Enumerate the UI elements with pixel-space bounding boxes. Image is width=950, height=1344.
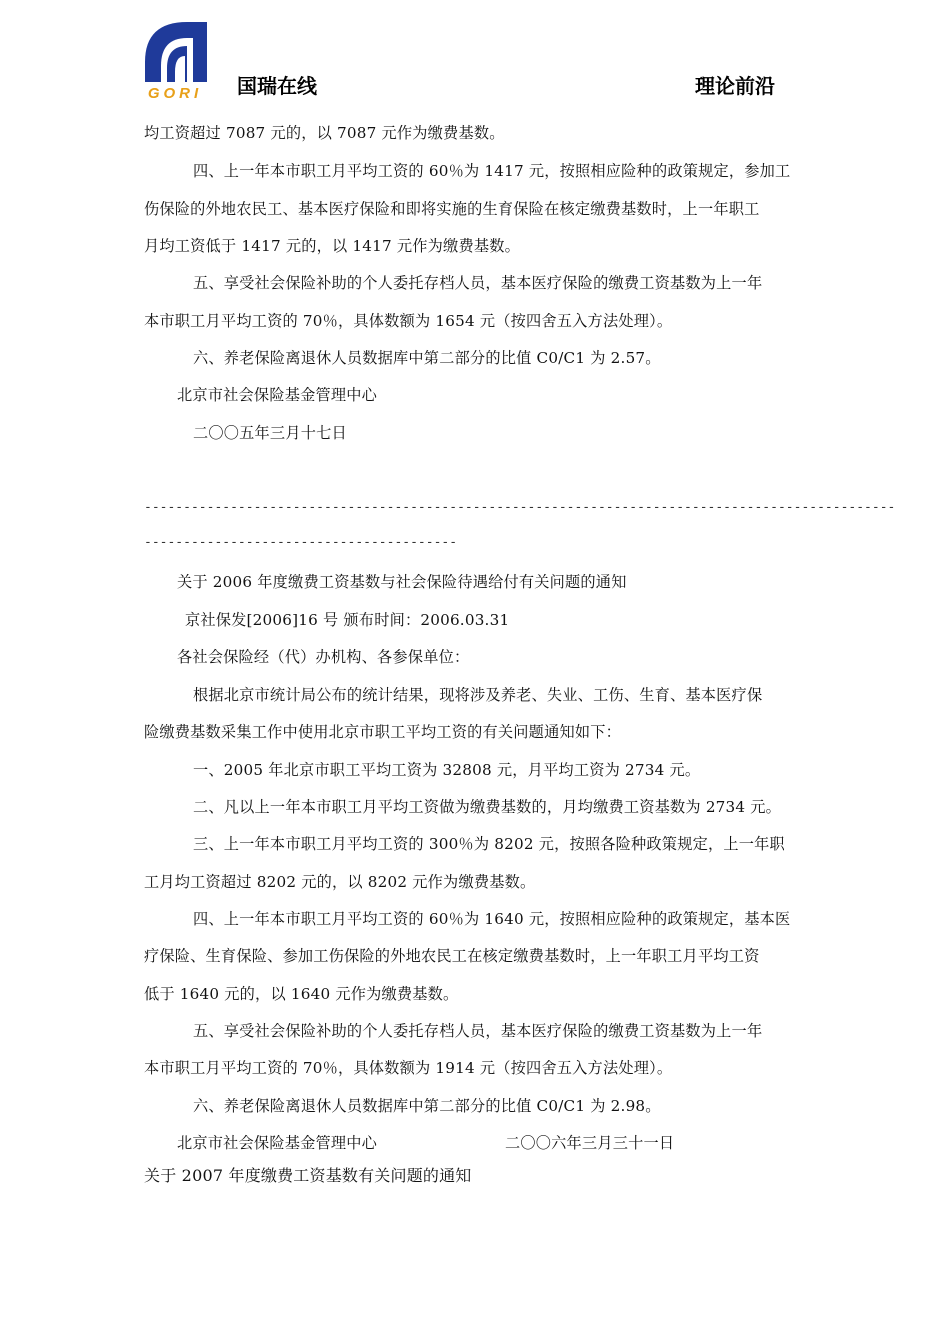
signature-date: 二〇〇六年三月三十一日 xyxy=(505,1134,675,1152)
text-line: 疗保险、生育保险、参加工伤保险的外地农民工在核定缴费基数时，上一年职工月平均工资 xyxy=(144,947,760,965)
text-line: 六、养老保险离退休人员数据库中第二部分的比值 C0/C1 为 2.57。 xyxy=(193,349,661,367)
site-name: 国瑞在线 xyxy=(237,74,317,98)
notice-title: 关于 2007 年度缴费工资基数有关问题的通知 xyxy=(144,1166,472,1185)
text-line: 均工资超过 7087 元的，以 7087 元作为缴费基数。 xyxy=(144,124,505,142)
divider-line: ------------------------------------------------------------------------------------------------ xyxy=(144,500,896,515)
text-line: 四、上一年本市职工月平均工资的 60％为 1640 元，按照相应险种的政策规定，基本医 xyxy=(193,910,791,928)
text-line: 三、上一年本市职工月平均工资的 300％为 8202 元，按照各险种政策规定，上一年职 xyxy=(193,835,785,853)
signature-org: 北京市社会保险基金管理中心 xyxy=(177,1134,378,1152)
text-line: 本市职工月平均工资的 70％，具体数额为 1654 元（按四舍五入方法处理）。 xyxy=(144,312,673,330)
text-line: 五、享受社会保险补助的个人委托存档人员，基本医疗保险的缴费工资基数为上一年 xyxy=(193,274,763,292)
text-line: 伤保险的外地农民工、基本医疗保险和即将实施的生育保险在核定缴费基数时，上一年职工 xyxy=(144,200,760,218)
text-line: 五、享受社会保险补助的个人委托存档人员，基本医疗保险的缴费工资基数为上一年 xyxy=(193,1022,763,1040)
text-line: 工月均工资超过 8202 元的，以 8202 元作为缴费基数。 xyxy=(144,873,536,891)
logo xyxy=(141,18,209,100)
text-line: 月均工资低于 1417 元的，以 1417 元作为缴费基数。 xyxy=(144,237,520,255)
text-line: 低于 1640 元的，以 1640 元作为缴费基数。 xyxy=(144,985,459,1003)
notice-title: 关于 2006 年度缴费工资基数与社会保险待遇给付有关问题的通知 xyxy=(177,573,627,591)
text-line: 险缴费基数采集工作中使用北京市职工平均工资的有关问题通知如下： xyxy=(144,723,622,741)
signature-date: 二〇〇五年三月十七日 xyxy=(193,424,347,442)
logo-text: GORI xyxy=(147,85,203,100)
text-line: 一、2005 年北京市职工平均工资为 32808 元，月平均工资为 2734 元。 xyxy=(193,761,701,779)
divider-line: ---------------------------------------- xyxy=(144,535,458,550)
section-title: 理论前沿 xyxy=(695,74,775,98)
notice-reference: 京社保发[2006]16 号 颁布时间：2006.03.31 xyxy=(185,611,510,629)
text-line: 六、养老保险离退休人员数据库中第二部分的比值 C0/C1 为 2.98。 xyxy=(193,1097,661,1115)
notice-salutation: 各社会保险经（代）办机构、各参保单位： xyxy=(177,648,470,666)
text-line: 四、上一年本市职工月平均工资的 60％为 1417 元，按照相应险种的政策规定，参加工 xyxy=(193,162,791,180)
signature-org: 北京市社会保险基金管理中心 xyxy=(177,386,378,404)
text-line: 根据北京市统计局公布的统计结果，现将涉及养老、失业、工伤、生育、基本医疗保 xyxy=(193,686,763,704)
text-line: 二、凡以上一年本市职工月平均工资做为缴费基数的，月均缴费工资基数为 2734 元。 xyxy=(193,798,782,816)
text-line: 本市职工月平均工资的 70％，具体数额为 1914 元（按四舍五入方法处理）。 xyxy=(144,1059,673,1077)
